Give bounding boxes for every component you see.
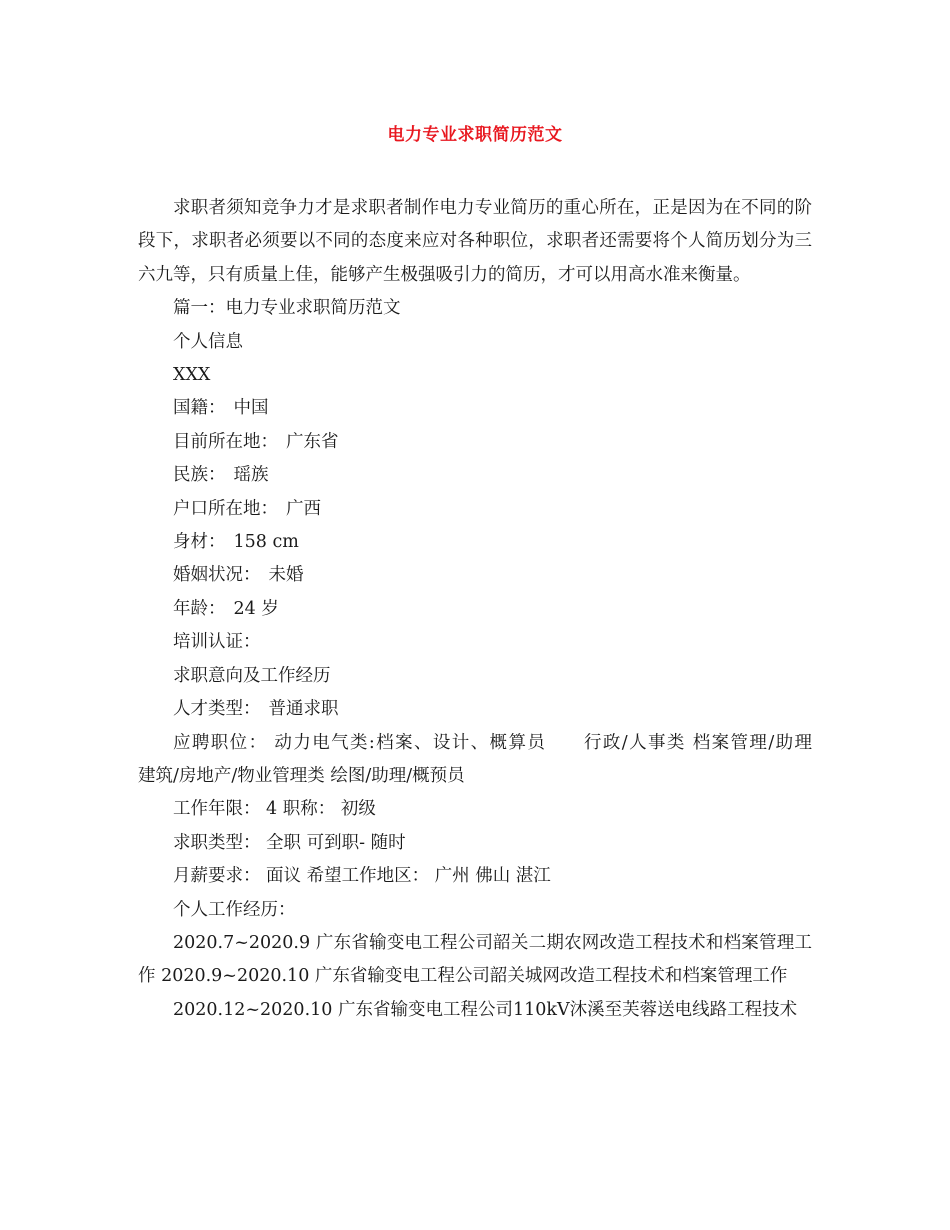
document-body bbox=[138, 192, 847, 1027]
positions-paragraph: 应聘职位： 动力电气类:档案、设计、概算员 行政/人事类 档案管理/助理 建筑/房地产/物业管理类 绘图/助理/概预员 bbox=[138, 732, 847, 786]
field-talent-type bbox=[138, 693, 812, 726]
field-label: 民族： bbox=[173, 465, 226, 486]
field-value: 24 岁 bbox=[233, 598, 279, 619]
field-ethnicity bbox=[138, 459, 812, 492]
field-value: 广西 bbox=[286, 498, 321, 519]
document-page bbox=[138, 118, 847, 1027]
intro-paragraph: 求职者须知竞争力才是求职者制作电力专业简历的重心所在，正是因为在不同的阶段下，求职者必须要以不同的态度来应对各种职位，求职者还需要将个人简历划分为三六九等，只有质量上佳，能够产生极强吸引力的简历，才可以用高水准来衡量。 bbox=[138, 198, 812, 285]
field-value: 未婚 bbox=[268, 565, 304, 586]
applicant-name: XXX bbox=[173, 365, 211, 386]
field-age bbox=[138, 593, 812, 626]
field-household-registration bbox=[138, 493, 812, 526]
field-label: 户口所在地： bbox=[173, 498, 278, 519]
salary-line: 月薪要求： 面议 希望工作地区： 广州 佛山 湛江 bbox=[173, 866, 551, 887]
personal-info-heading: 个人信息 bbox=[173, 331, 243, 352]
field-value: 瑶族 bbox=[233, 465, 269, 486]
work-years-line: 工作年限： 4 职称： 初级 bbox=[173, 799, 376, 820]
field-value: 广东省 bbox=[286, 431, 339, 452]
field-label: 婚姻状况： bbox=[173, 565, 261, 586]
experience-paragraph-2: 2020.12~2020.10 广东省输变电工程公司110kV沐溪至芙蓉送电线路工程技术 bbox=[173, 999, 798, 1020]
training-label: 培训认证： bbox=[173, 632, 261, 653]
field-label: 人才类型： bbox=[173, 699, 261, 720]
field-value: 中国 bbox=[233, 398, 269, 419]
job-type-line: 求职类型： 全职 可到职- 随时 bbox=[173, 832, 406, 853]
section-heading: 篇一：电力专业求职简历范文 bbox=[173, 298, 401, 319]
experience-paragraph-1: 2020.7~2020.9 广东省输变电工程公司韶关二期农网改造工程技术和档案管理工作 2020.9~2020.10 广东省输变电工程公司韶关城网改造工程技术和档案管理工作 bbox=[138, 932, 812, 987]
experience-heading: 个人工作经历： bbox=[173, 899, 296, 920]
field-height bbox=[138, 526, 812, 559]
field-value: 普通求职 bbox=[268, 699, 339, 720]
field-marital-status bbox=[138, 559, 812, 592]
field-label: 年龄： bbox=[173, 598, 226, 619]
document-title: 电力专业求职简历范文 bbox=[387, 125, 563, 145]
field-value: 158 cm bbox=[233, 532, 299, 553]
field-label: 身材： bbox=[173, 532, 226, 553]
field-nationality bbox=[138, 392, 812, 425]
field-current-location bbox=[138, 426, 812, 459]
field-label: 目前所在地： bbox=[173, 431, 278, 452]
intention-heading: 求职意向及工作经历 bbox=[173, 665, 331, 686]
field-label: 国籍： bbox=[173, 398, 226, 419]
